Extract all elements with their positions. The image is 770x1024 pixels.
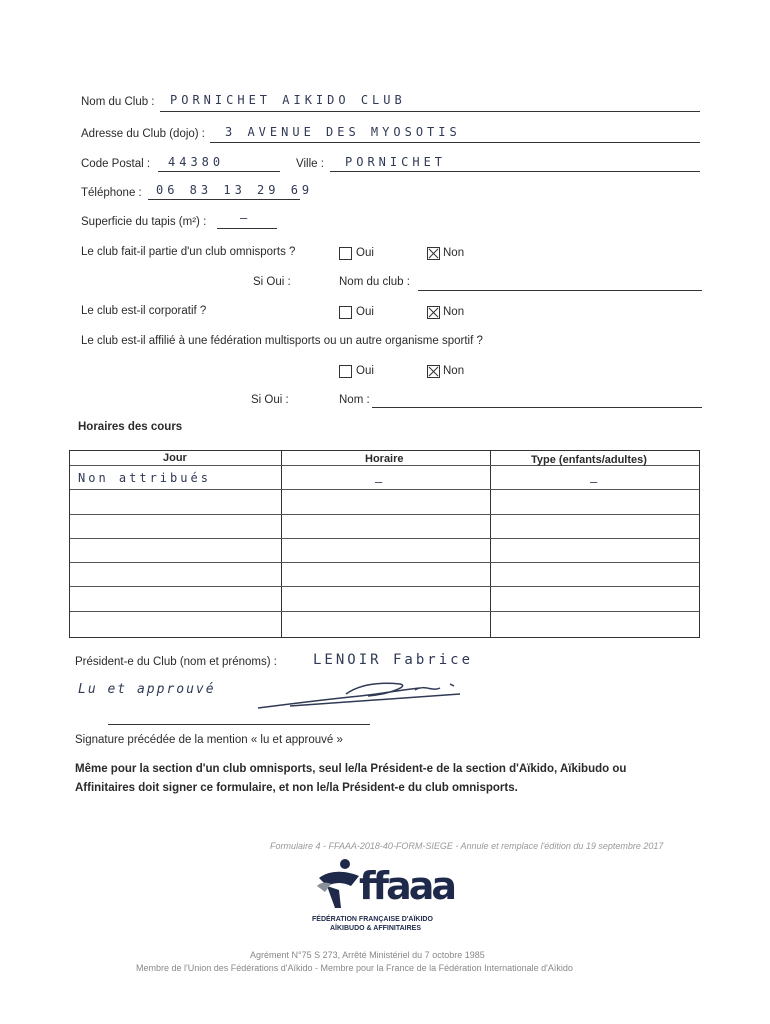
phone-line (148, 199, 300, 200)
schedule-title: Horaires des cours (78, 421, 183, 433)
table-row-rule (70, 489, 699, 490)
corporate-oui-checkbox[interactable] (339, 306, 352, 319)
omnisports-question: Le club fait-il partie d'un club omnisports ? (81, 246, 296, 258)
column-header-jour: Jour (163, 452, 187, 464)
omnisports-oui-checkbox[interactable] (339, 247, 352, 260)
notice-line-1: Même pour la section d'un club omnisports, seul le/la Président-e de la section d'Aïkido, Aïkibudo ou (75, 763, 627, 775)
form-reference: Formulaire 4 - FFAAA-2018-40-FORM-SIEGE - Annule et remplace l'édition du 19 septembre 2017 (270, 841, 664, 851)
federation-if-yes-label: Si Oui : (251, 394, 289, 406)
table-cell-time[interactable]: – (375, 475, 387, 489)
club-name-label: Nom du Club : (81, 96, 155, 108)
federation-name-2: AÏKIBUDO & AFFINITAIRES (330, 925, 421, 932)
lu-et-approuve-mention[interactable]: Lu et approuvé (78, 682, 216, 697)
column-header-horaire: Horaire (365, 453, 404, 465)
schedule-table (69, 450, 700, 638)
logo-wordmark: ffaaa (359, 864, 454, 908)
postal-value[interactable]: 44380 (168, 155, 225, 169)
federation-name-1: FÉDÉRATION FRANÇAISE D'AÏKIDO (312, 916, 433, 923)
omnisports-oui-label: Oui (356, 247, 374, 259)
postal-label: Code Postal : (81, 158, 151, 170)
membership-text: Membre de l'Union des Fédérations d'Aïkido - Membre pour la France de la Fédération Internationale d'Aïkido (136, 963, 573, 973)
area-label: Superficie du tapis (m²) : (81, 216, 207, 228)
federation-name-label: Nom : (339, 394, 370, 406)
agrement-text: Agrément N°75 S 273, Arrêté Ministériel du 7 octobre 1985 (250, 950, 485, 960)
address-line (210, 142, 700, 143)
signature-caption: Signature précédée de la mention « lu et approuvé » (75, 734, 343, 746)
omnisports-if-yes-label: Si Oui : (253, 276, 291, 288)
federation-oui-checkbox[interactable] (339, 365, 352, 378)
federation-oui-label: Oui (356, 365, 374, 377)
table-cell-day[interactable]: Non attribués (78, 471, 211, 485)
table-cell-type[interactable]: – (590, 475, 602, 489)
corporate-oui-label: Oui (356, 306, 374, 318)
notice-line-2: Affinitaires doit signer ce formulaire, et non le/la Président-e du club omnisports. (75, 782, 518, 794)
area-line (217, 228, 277, 229)
signature-drawing (250, 670, 480, 720)
address-value[interactable]: 3 AVENUE DES MYOSOTIS (225, 125, 461, 139)
federation-name-field[interactable] (372, 407, 702, 408)
phone-value[interactable]: 06 83 13 29 69 (156, 183, 314, 197)
federation-question: Le club est-il affilié à une fédération multisports ou un autre organisme sportif ? (81, 335, 483, 347)
corporate-question: Le club est-il corporatif ? (81, 305, 207, 317)
corporate-non-checkbox[interactable] (427, 306, 440, 319)
federation-non-checkbox[interactable] (427, 365, 440, 378)
club-name-value[interactable]: PORNICHET AIKIDO CLUB (170, 93, 406, 107)
federation-non-label: Non (443, 365, 465, 377)
address-label: Adresse du Club (dojo) : (81, 128, 206, 140)
omnisports-non-label: Non (443, 247, 465, 259)
postal-line (158, 171, 280, 172)
corporate-non-label: Non (443, 306, 465, 318)
city-label: Ville : (296, 158, 324, 170)
omnisports-name-field[interactable] (418, 290, 702, 291)
phone-label: Téléphone : (81, 187, 142, 199)
ffaaa-logo (315, 856, 465, 916)
table-row-rule (70, 562, 699, 563)
table-row-rule (70, 538, 699, 539)
club-name-line (160, 111, 700, 112)
omnisports-name-label: Nom du club : (339, 276, 410, 288)
city-line (330, 171, 700, 172)
column-header-type: Type (enfants/adultes) (531, 454, 647, 466)
signature-line (108, 724, 370, 725)
table-col-divider-2 (490, 451, 491, 637)
president-label: Président-e du Club (nom et prénoms) : (75, 656, 277, 668)
omnisports-non-checkbox[interactable] (427, 247, 440, 260)
table-row-rule (70, 611, 699, 612)
table-col-divider-1 (281, 451, 282, 637)
table-row-rule (70, 586, 699, 587)
table-row-rule (70, 514, 699, 515)
president-name-value[interactable]: LENOIR Fabrice (313, 652, 474, 668)
city-value[interactable]: PORNICHET (345, 155, 447, 169)
area-value[interactable]: — (240, 211, 252, 225)
